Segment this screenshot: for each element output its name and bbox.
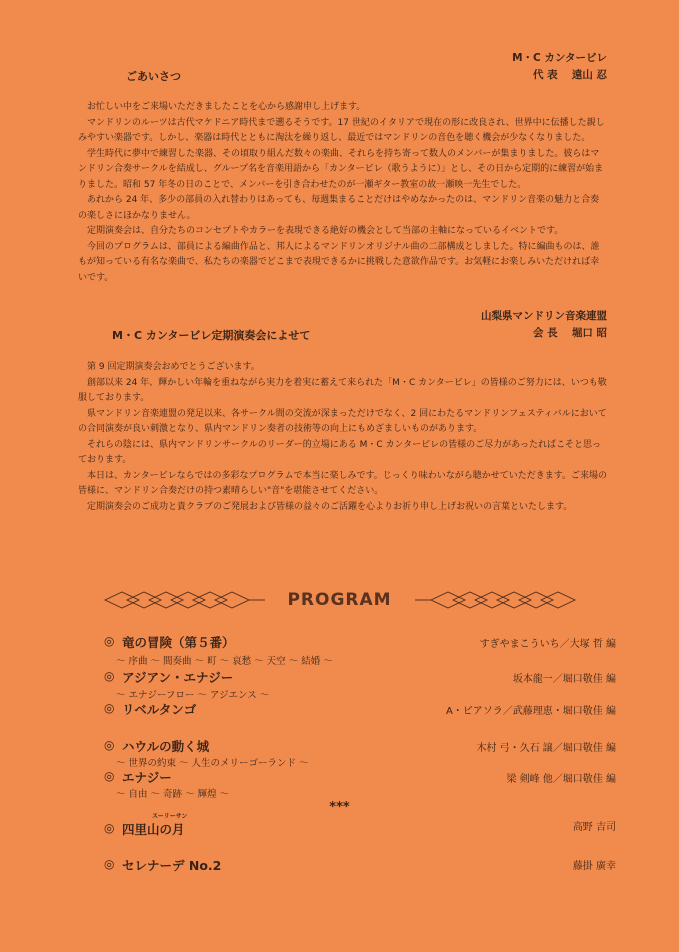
- greeting-title: ごあいさつ: [126, 70, 181, 83]
- program-separator: ***: [329, 800, 350, 815]
- bullet-icon: ◎: [104, 701, 115, 715]
- greeting-paragraph: お忙しい中をご来場いただきましたことを心から感謝申し上げます。: [87, 102, 366, 112]
- bullet-icon: ◎: [104, 857, 115, 871]
- greeting-paragraph: あれから 24 年、多少の部員の入れ替わりはあっても、毎週集まることだけはやめなかったのは、マンドリン音楽の魅力と合奏の楽しさにほかなりません。: [78, 195, 600, 221]
- message-signature: [481, 308, 607, 342]
- program-item: [104, 700, 616, 718]
- piece-title-ruby: スーリーサン: [152, 813, 188, 820]
- program-item: [104, 668, 616, 686]
- greeting-paragraph: 今回のプログラムは、部員による編曲作品と、邦人によるマンドリンオリジナル曲の二部構成としました。特に編曲ものは、誰もが知っている有名な楽曲で、私たちの楽器でどこまで表現できるかに挑戦した意欲作品です。お気軽にお楽しみいただければ幸いです。: [78, 241, 600, 283]
- program-heading: PROGRAM: [287, 590, 392, 610]
- message-title: M・C カンタービレ定期演奏会によせて: [112, 329, 311, 342]
- message-paragraph: 県マンドリン音楽連盟の発足以来、各サークル間の交流が深まっただけでなく、2 回にわたるマンドリンフェスティバルにおいての合同演奏が良い刺激となり、県内マンドリン奏者の技術等の向上にもめざましいものがあります。: [78, 408, 607, 434]
- program-item: [104, 768, 616, 786]
- bullet-icon: ◎: [104, 821, 115, 835]
- piece-movements: 〜 世界の約束 〜 人生のメリーゴーランド 〜: [116, 758, 309, 769]
- bullet-icon: ◎: [104, 634, 115, 648]
- program-item: [104, 813, 616, 838]
- message-paragraph: 創部以来 24 年、輝かしい年輪を重ねながら実力を着実に蓄えて来られた「M・C カンタービレ」の皆様のご努力には、いつも敬服しております。: [78, 377, 607, 403]
- piece-title-text: 四里山の月: [122, 822, 185, 837]
- message-paragraph: 定期演奏会のご成功と貴クラブのご発展および皆様の益々のご活躍を心よりお祈り申し上げお祝いの言葉といたします。: [87, 501, 573, 512]
- diamond-chain-right-icon: [414, 589, 576, 611]
- piece-title: リベルタンゴ: [122, 702, 197, 717]
- piece-arranger: 木村 弓・久石 譲／堀口敬佳 編: [476, 743, 616, 754]
- piece-title: [122, 813, 188, 838]
- message-paragraph: 本日は、カンタービレならではの多彩なプログラムで本当に楽しみです。じっくり味わいながら聴かせていただきます。ご来場の皆様に、マンドリン合奏だけの持つ素晴らしい"音"を堪能させてください。: [78, 470, 608, 496]
- piece-movements: 〜 序曲 〜 間奏曲 〜 町 〜 哀愁 〜 天空 〜 結婚 〜: [116, 656, 333, 667]
- piece-arranger: A・ピアソラ／武藤理恵・堀口敬佳 編: [445, 706, 616, 717]
- message-role: 会 長 堀口 昭: [533, 327, 607, 339]
- piece-arranger: 坂本龍一／堀口敬佳 編: [512, 674, 616, 685]
- piece-title: セレナーデ No.2: [122, 858, 222, 873]
- piece-movements: 〜 エナジーフロー 〜 アジエンス 〜: [116, 690, 270, 701]
- bullet-icon: ◎: [104, 669, 115, 683]
- bullet-icon: ◎: [104, 738, 115, 752]
- greeting-role: 代 表 遠山 忍: [533, 69, 607, 81]
- piece-title: ハウルの動く城: [122, 739, 210, 754]
- message-body: [78, 360, 608, 515]
- program-item: [104, 633, 616, 651]
- piece-title: アジアン・エナジー: [122, 670, 234, 685]
- greeting-paragraph: マンドリンのルーツは古代マケドニア時代まで遡るそうです。17 世紀のイタリアで現在の形に改良され、世界中に伝播した親しみやすい楽器です。しかし、楽器は時代とともに淘汰を繰り返し、最近ではマンドリンの音色を聴く機会が少なくなりました。: [78, 117, 605, 143]
- message-paragraph: それらの陰には、県内マンドリンサークルのリーダー的立場にある M・C カンタービレの皆様のご尽力があったればこそと思っております。: [78, 439, 602, 465]
- piece-arranger: すぎやまこういち／大塚 哲 編: [479, 639, 616, 650]
- piece-movements: 〜 自由 〜 奇跡 〜 輝煌 〜: [116, 789, 230, 800]
- message-paragraph: 第 9 回定期演奏会おめでとうございます。: [87, 362, 260, 372]
- greeting-body: [78, 100, 608, 286]
- message-org: 山梨県マンドリン音楽連盟: [481, 310, 607, 322]
- program-item: [104, 856, 616, 874]
- piece-composer: 高野 吉司: [572, 822, 616, 833]
- bullet-icon: ◎: [104, 769, 115, 783]
- greeting-paragraph: 学生時代に夢中で練習した楽器、その頃取り組んだ数々の楽曲、それらを持ち寄って数人のメンバーが集まりました。彼らはマンドリン合奏サークルを結成し、グループ名を音楽用語から「カンタービレ（歌うように）」とし、その日から定期的に練習が始まりました。昭和 57 年冬の日のことで、メンバーを引き合わせたのが一瀬ギター教室の故一瀬映一先生でした。: [78, 148, 604, 190]
- piece-arranger: 梁 剣峰 他／堀口敬佳 編: [506, 774, 616, 785]
- piece-title: 竜の冒険（第５番）: [122, 635, 235, 650]
- greeting-signature: [512, 50, 607, 84]
- piece-title: エナジー: [122, 770, 172, 785]
- piece-composer: 藤掛 廣幸: [572, 861, 616, 872]
- program-item: [104, 737, 616, 755]
- greeting-org: M・C カンタービレ: [512, 52, 607, 64]
- greeting-paragraph: 定期演奏会は、自分たちのコンセプトやカラーを表現できる絶好の機会として当部の主軸になっているイベントです。: [87, 226, 564, 236]
